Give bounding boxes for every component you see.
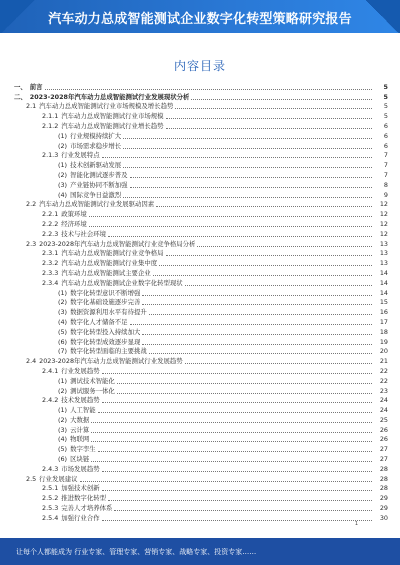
toc-entry[interactable]	[8, 278, 388, 288]
toc-entry[interactable]	[8, 82, 388, 92]
toc-entry-number: (3)	[58, 425, 68, 434]
toc-entry-page: 12	[379, 200, 388, 209]
toc-entry[interactable]	[8, 298, 388, 308]
toc-entry-number: (1)	[58, 161, 68, 170]
toc-entry-title: 前言	[29, 82, 43, 91]
toc-entry-page: 7	[383, 161, 388, 170]
toc-entry[interactable]	[8, 347, 388, 357]
toc-entry[interactable]	[8, 121, 388, 131]
toc-entry[interactable]	[8, 190, 388, 200]
toc-entry-title: 产业链协同不断加强	[70, 180, 128, 189]
toc-entry-page: 24	[379, 396, 388, 405]
toc-entry[interactable]	[8, 376, 388, 386]
toc-leader-dots	[130, 186, 372, 188]
toc-entry-page: 27	[379, 455, 388, 464]
toc-entry-number: 2.4.2	[42, 396, 59, 405]
toc-leader-dots	[197, 245, 372, 247]
toc-entry-page: 8	[383, 180, 388, 189]
toc-entry-title: 汽车动力总成智能测试行业市场规模	[61, 112, 164, 121]
toc-leader-dots	[185, 284, 372, 286]
toc-entry-page: 28	[379, 484, 388, 493]
toc-entry[interactable]	[8, 366, 388, 376]
toc-leader-dots	[142, 294, 372, 296]
toc-leader-dots	[156, 205, 372, 207]
toc-entry-number: 2.2.3	[42, 229, 59, 238]
toc-entry-number: 2.3.1	[42, 249, 59, 258]
toc-leader-dots	[142, 343, 372, 345]
toc-entry-title: 2023-2028年汽车动力总成智能测试行业发展趋势	[39, 357, 183, 366]
toc-entry-title: 加强技术创新	[61, 484, 100, 493]
toc-entry-title: 数字化转型投入持续加大	[70, 327, 141, 336]
toc-entry-title: 汽车动力总成智能测试行业发展驱动因素	[39, 200, 155, 209]
toc-entry-title: 智能化测试逐步普及	[70, 170, 128, 179]
toc-entry[interactable]	[8, 239, 388, 249]
toc-entry-number: (2)	[58, 415, 68, 424]
toc-entry[interactable]	[8, 464, 388, 474]
toc-leader-dots	[91, 460, 372, 462]
toc-entry-title: 行业规模持续扩大	[70, 131, 122, 140]
toc-entry-page: 30	[379, 513, 388, 522]
toc-leader-dots	[108, 235, 372, 237]
toc-entry-title: 市场需求稳步增长	[70, 141, 122, 150]
toc-entry-number: 2.5.1	[42, 484, 59, 493]
toc-entry-page: 12	[379, 210, 388, 219]
toc-entry[interactable]	[8, 444, 388, 454]
toc-entry-page: 12	[379, 219, 388, 228]
toc-entry-page: 12	[379, 229, 388, 238]
toc-entry-title: 汽车动力总成智能测试行业增长趋势	[61, 121, 164, 130]
toc-entry-page: 22	[379, 366, 388, 375]
toc-entry-number: (3)	[58, 180, 68, 189]
toc-entry-title: 物联网	[70, 435, 90, 444]
toc-leader-dots	[114, 509, 372, 511]
table-of-contents	[8, 82, 388, 523]
toc-entry-page: 22	[379, 376, 388, 385]
toc-entry-page: 17	[379, 317, 388, 326]
toc-entry-number: (2)	[58, 386, 68, 395]
toc-entry-page: 16	[379, 308, 388, 317]
toc-entry[interactable]	[8, 356, 388, 366]
toc-entry-title: 云计算	[70, 425, 90, 434]
toc-entry-page: 14	[379, 268, 388, 277]
toc-leader-dots	[166, 127, 372, 129]
toc-entry-title: 经济环境	[61, 219, 87, 228]
toc-entry[interactable]	[8, 484, 388, 494]
toc-entry-title: 数据资源利用水平有待提升	[70, 308, 147, 317]
toc-entry-title: 技术创新驱动发展	[70, 161, 122, 170]
toc-entry-number: (6)	[58, 337, 68, 346]
toc-entry[interactable]	[8, 425, 388, 435]
toc-entry-page: 13	[379, 249, 388, 258]
toc-entry-title: 数字化转型面临的主要挑战	[70, 347, 147, 356]
toc-entry-number: 2.3.2	[42, 259, 59, 268]
toc-entry-page: 24	[379, 406, 388, 415]
toc-leader-dots	[185, 362, 372, 364]
report-title: 汽车动力总成智能测试企业数字化转型策略研究报告	[48, 12, 352, 27]
report-header	[0, 0, 400, 33]
toc-entry-title: 区块链	[70, 455, 90, 464]
page-number: 1	[354, 521, 358, 527]
toc-entry[interactable]	[8, 151, 388, 161]
toc-entry-page: 29	[379, 494, 388, 503]
toc-entry[interactable]	[8, 268, 388, 278]
toc-entry[interactable]	[8, 180, 388, 190]
toc-entry-number: 2.1.3	[42, 151, 59, 160]
toc-entry[interactable]	[8, 317, 388, 327]
toc-entry-number: (4)	[58, 190, 68, 199]
toc-entry-number: 2.2.1	[42, 210, 59, 219]
toc-entry-page: 7	[383, 170, 388, 179]
toc-entry[interactable]	[8, 405, 388, 415]
toc-entry[interactable]	[8, 327, 388, 337]
toc-entry[interactable]	[8, 200, 388, 210]
toc-entry-number: (2)	[58, 170, 68, 179]
toc-entry-title: 2023-2028年汽车动力总成智能测试行业竞争格局分析	[39, 239, 196, 248]
toc-entry[interactable]	[8, 454, 388, 464]
toc-entry-number: (4)	[58, 435, 68, 444]
toc-entry-number: (4)	[58, 317, 68, 326]
toc-entry[interactable]	[8, 337, 388, 347]
toc-entry-number: 2.2	[26, 200, 37, 209]
toc-entry-page: 6	[383, 131, 388, 140]
toc-entry-number: 2.5	[26, 474, 37, 483]
toc-leader-dots	[89, 225, 372, 227]
toc-leader-dots	[191, 98, 372, 100]
toc-entry-page: 23	[379, 386, 388, 395]
toc-leader-dots	[123, 196, 372, 198]
toc-entry-page: 18	[379, 327, 388, 336]
toc-entry-page: 5	[383, 102, 388, 111]
toc-entry-title: 完善人才培养体系	[61, 504, 113, 513]
toc-entry-number: 2.5.3	[42, 504, 59, 513]
toc-entry-number: 2.4.3	[42, 464, 59, 473]
toc-entry-page: 28	[379, 464, 388, 473]
toc-entry[interactable]	[8, 219, 388, 229]
toc-entry[interactable]	[8, 229, 388, 239]
footer-slogan: 让每个人都能成为 行业专家、管理专家、营销专家、战略专家、投资专家……	[16, 548, 257, 556]
toc-entry-number: (2)	[58, 141, 68, 150]
toc-entry-number: (3)	[58, 308, 68, 317]
toc-leader-dots	[166, 254, 372, 256]
toc-entry-page: 21	[379, 357, 388, 366]
toc-leader-dots	[102, 519, 372, 521]
toc-entry-page: 28	[379, 474, 388, 483]
toc-leader-dots	[91, 421, 372, 423]
toc-entry-title: 汽车动力总成智能测试行业竞争格局	[61, 249, 164, 258]
toc-entry-number: (6)	[58, 455, 68, 464]
toc-entry-page: 25	[379, 415, 388, 424]
toc-entry-number: 二、	[14, 92, 27, 101]
toc-entry-page: 29	[379, 504, 388, 513]
toc-entry-number: (1)	[58, 406, 68, 415]
toc-entry-number: 2.5.2	[42, 494, 59, 503]
toc-entry-title: 2023-2028年汽车动力总成智能测试行业发展现状分析	[29, 92, 190, 101]
toc-leader-dots	[149, 352, 372, 354]
toc-leader-dots	[108, 499, 372, 501]
toc-entry-title: 政策环境	[61, 210, 87, 219]
toc-entry[interactable]	[8, 258, 388, 268]
toc-entry-number: 2.4	[26, 357, 37, 366]
toc-entry-page: 13	[379, 239, 388, 248]
toc-leader-dots	[91, 431, 372, 433]
toc-entry-title: 测试服务一体化	[70, 386, 115, 395]
toc-entry-title: 汽车动力总成智能测试主要企业	[61, 268, 151, 277]
toc-entry[interactable]	[8, 307, 388, 317]
toc-leader-dots	[142, 333, 372, 335]
toc-leader-dots	[98, 411, 372, 413]
toc-entry-page: 26	[379, 425, 388, 434]
toc-leader-dots	[117, 382, 372, 384]
toc-leader-dots	[89, 215, 372, 217]
toc-entry-number: 2.3.3	[42, 268, 59, 277]
toc-entry[interactable]	[8, 209, 388, 219]
toc-entry-page: 7	[383, 151, 388, 160]
toc-entry-number: 2.1	[26, 102, 37, 111]
toc-leader-dots	[117, 392, 372, 394]
toc-leader-dots	[80, 480, 372, 482]
toc-entry[interactable]	[8, 503, 388, 513]
toc-entry-title: 数字孪生	[70, 445, 96, 454]
toc-entry-page: 9	[383, 190, 388, 199]
toc-leader-dots	[91, 440, 372, 442]
toc-entry[interactable]	[8, 474, 388, 484]
toc-entry[interactable]	[8, 415, 388, 425]
toc-entry-number: 2.5.4	[42, 513, 59, 522]
toc-entry-title: 汽车动力总成智能测试行业集中度	[61, 259, 158, 268]
toc-entry-page: 6	[383, 141, 388, 150]
toc-entry-number: (1)	[58, 288, 68, 297]
toc-leader-dots	[123, 166, 372, 168]
toc-entry-page: 5	[383, 112, 388, 121]
toc-entry[interactable]	[8, 160, 388, 170]
toc-entry-number: 2.2.2	[42, 219, 59, 228]
footer-bar	[0, 538, 400, 565]
toc-entry-page: 19	[379, 337, 388, 346]
toc-leader-dots	[130, 176, 372, 178]
toc-entry-page: 14	[379, 288, 388, 297]
toc-entry-title: 行业发展趋势	[61, 366, 100, 375]
toc-entry[interactable]	[8, 386, 388, 396]
toc-entry[interactable]	[8, 111, 388, 121]
toc-entry-number: 2.1.2	[42, 121, 59, 130]
toc-entry-number: (5)	[58, 327, 68, 336]
toc-entry-number: (1)	[58, 376, 68, 385]
toc-entry[interactable]	[8, 513, 388, 523]
toc-entry-title: 市场发展趋势	[61, 464, 100, 473]
toc-entry[interactable]	[8, 92, 388, 102]
toc-entry-title: 大数据	[70, 415, 90, 424]
toc-entry-title: 行业发展建议	[39, 474, 78, 483]
toc-entry[interactable]	[8, 141, 388, 151]
toc-leader-dots	[102, 156, 372, 158]
toc-leader-dots	[159, 264, 372, 266]
toc-leader-dots	[123, 137, 372, 139]
toc-entry-page: 5	[383, 92, 388, 101]
toc-leader-dots	[98, 450, 372, 452]
toc-entry-title: 技术与社会环境	[61, 229, 106, 238]
toc-entry-page: 15	[379, 298, 388, 307]
toc-entry-page: 5	[383, 82, 388, 91]
toc-entry-page: 26	[379, 435, 388, 444]
toc-entry-page: 14	[379, 278, 388, 287]
toc-leader-dots	[45, 88, 372, 90]
toc-entry[interactable]	[8, 435, 388, 445]
toc-leader-dots	[166, 117, 372, 119]
toc-entry-title: 数字化转型意识不断增强	[70, 288, 141, 297]
toc-entry-title: 汽车动力总成智能测试企业数字化转型现状	[61, 278, 183, 287]
toc-leader-dots	[102, 489, 372, 491]
toc-entry-page: 20	[379, 347, 388, 356]
toc-entry-title: 行业发展特点	[61, 151, 100, 160]
toc-entry-page: 13	[379, 259, 388, 268]
toc-entry-page: 27	[379, 445, 388, 454]
toc-entry-title: 数字化人才储备不足	[70, 317, 128, 326]
toc-leader-dots	[149, 313, 372, 315]
toc-entry-title: 推进数字化转型	[61, 494, 106, 503]
toc-leader-dots	[175, 107, 372, 109]
toc-entry-title: 数字化转型成效逐步显现	[70, 337, 141, 346]
toc-entry-title: 测试技术智能化	[70, 376, 115, 385]
toc-entry[interactable]	[8, 249, 388, 259]
toc-entry-number: (5)	[58, 445, 68, 454]
toc-entry-title: 加强行业合作	[61, 513, 100, 522]
toc-leader-dots	[102, 372, 372, 374]
toc-entry-title: 汽车动力总成智能测试行业市场规模及增长趋势	[39, 102, 174, 111]
toc-entry-title: 国际竞争日益激烈	[70, 190, 122, 199]
toc-entry-number: 一、	[14, 82, 27, 91]
toc-entry-number: (1)	[58, 131, 68, 140]
toc-entry-number: 2.1.1	[42, 112, 59, 121]
toc-entry[interactable]	[8, 102, 388, 112]
toc-entry-number: 2.4.1	[42, 366, 59, 375]
toc-leader-dots	[142, 303, 372, 305]
toc-entry-title: 人工智能	[70, 406, 96, 415]
toc-entry[interactable]	[8, 170, 388, 180]
toc-entry-title: 数字化基础设施逐步完善	[70, 298, 141, 307]
toc-entry[interactable]	[8, 131, 388, 141]
toc-entry-number: (7)	[58, 347, 68, 356]
toc-entry-number: 2.3	[26, 239, 37, 248]
toc-entry-title: 技术发展趋势	[61, 396, 100, 405]
toc-leader-dots	[123, 147, 372, 149]
toc-entry[interactable]	[8, 493, 388, 503]
toc-leader-dots	[130, 323, 372, 325]
toc-heading: 内容目录	[173, 59, 226, 73]
toc-entry[interactable]	[8, 288, 388, 298]
toc-leader-dots	[102, 470, 372, 472]
toc-entry-page: 6	[383, 121, 388, 130]
toc-entry-number: (2)	[58, 298, 68, 307]
toc-leader-dots	[102, 401, 372, 403]
toc-entry-number: 2.3.4	[42, 278, 59, 287]
toc-entry[interactable]	[8, 396, 388, 406]
toc-leader-dots	[153, 274, 372, 276]
